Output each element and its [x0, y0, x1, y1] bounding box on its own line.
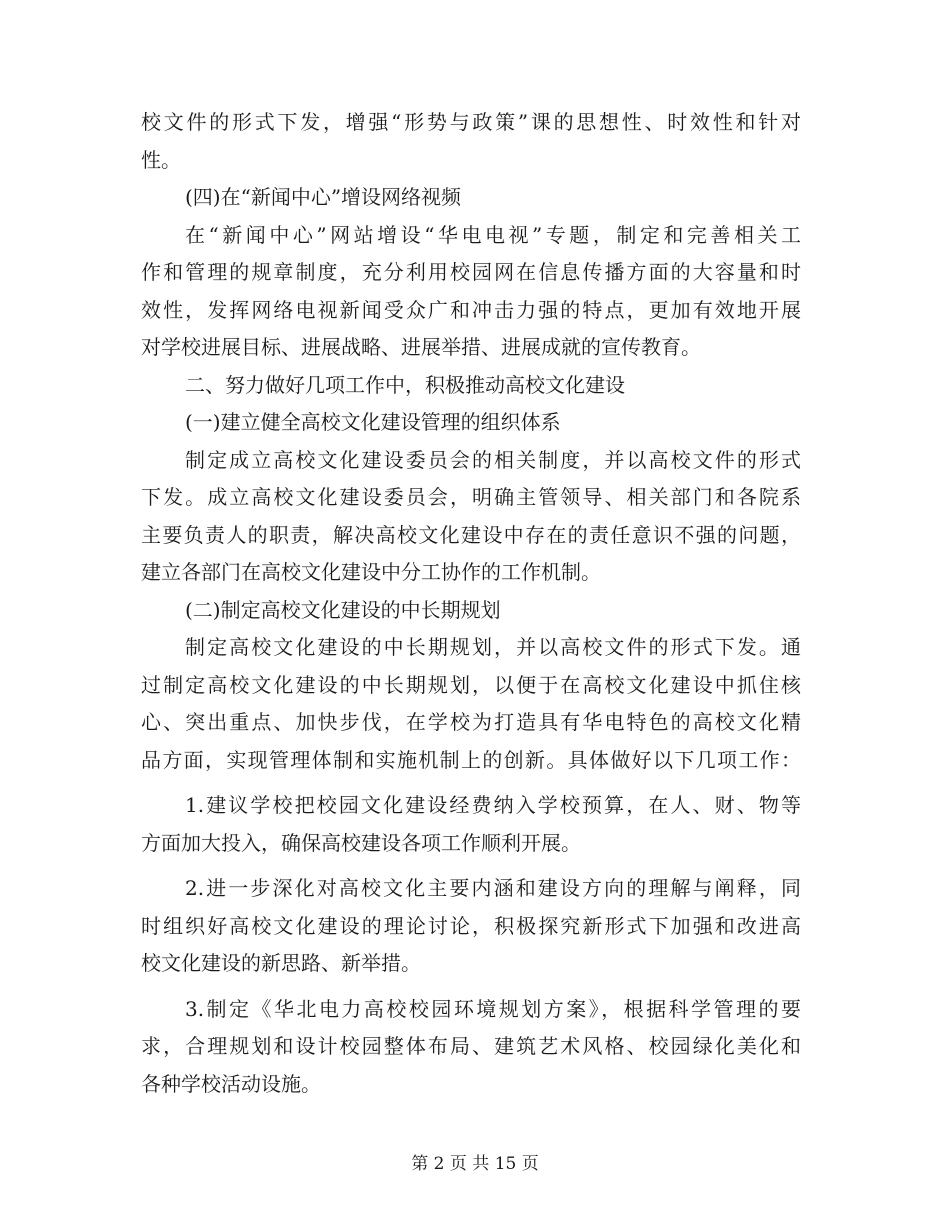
body-text-line: 效性，发挥网络电视新闻受众广和冲击力强的特点，更加有效地开展	[141, 297, 801, 322]
body-text-line: 制定成立高校文化建设委员会的相关制度，并以高校文件的形式	[185, 447, 801, 472]
list-item-text: 求，合理规划和设计校园整体布局、建筑艺术风格、校园绿化美化和	[141, 1034, 801, 1058]
body-text-line: 制定高校文化建设的中长期规划，并以高校文件的形式下发。通	[185, 635, 801, 659]
body-text-line: 品方面，实现管理体制和实施机制上的创新。具体做好以下几项工作：	[141, 747, 801, 772]
page-number-footer: 第 2 页 共 15 页	[411, 1154, 539, 1174]
list-item-text: 方面加大投入，确保高校建设各项工作顺利开展。	[141, 830, 581, 855]
list-item-text: 2.进一步深化对高校文化主要内涵和建设方向的理解与阐释，同	[185, 876, 801, 900]
body-text-line: 下发。成立高校文化建设委员会，明确主管领导、相关部门和各院系	[141, 485, 801, 509]
body-text-line: 在“新闻中心”网站增设“华电电视”专题，制定和完善相关工	[185, 222, 801, 247]
section-heading: (一)建立健全高校文化建设管理的组织体系	[185, 410, 561, 434]
body-text-line: 性。	[141, 147, 181, 172]
section-heading: (四)在“新闻中心”增设网络视频	[185, 185, 462, 209]
body-text-line: 建立各部门在高校文化建设中分工协作的工作机制。	[141, 560, 601, 584]
body-text-line: 心、突出重点、加快步伐，在学校为打造具有华电特色的高校文化精	[141, 710, 801, 734]
body-text-line: 对学校进展目标、进展战略、进展举措、进展成就的宣传教育。	[141, 335, 701, 359]
document-body	[141, 104, 801, 1103]
list-item-text: 时组织好高校文化建设的理论讨论，积极探究新形式下加强和改进高	[141, 913, 801, 938]
section-heading: 二、努力做好几项工作中，积极推动高校文化建设	[185, 372, 625, 397]
list-item-text: 各种学校活动设施。	[141, 1071, 321, 1096]
body-text-line: 作和管理的规章制度，充分利用校园网在信息传播方面的大容量和时	[141, 260, 801, 284]
section-heading: (二)制定高校文化建设的中长期规划	[185, 597, 501, 622]
body-text-line: 校文件的形式下发，增强“形势与政策”课的思想性、时效性和针对	[141, 110, 801, 134]
list-item-text: 1.建议学校把校园文化建设经费纳入学校预算，在人、财、物等	[185, 793, 801, 817]
body-text-line: 过制定高校文化建设的中长期规划，以便于在高校文化建设中抓住核	[141, 672, 801, 697]
list-item-text: 校文化建设的新思路、新举措。	[141, 951, 421, 975]
body-text-line: 主要负责人的职责，解决高校文化建设中存在的责任意识不强的问题，	[141, 522, 801, 547]
list-item-text: 3.制定《华北电力高校校园环境规划方案》，根据科学管理的要	[185, 996, 801, 1021]
